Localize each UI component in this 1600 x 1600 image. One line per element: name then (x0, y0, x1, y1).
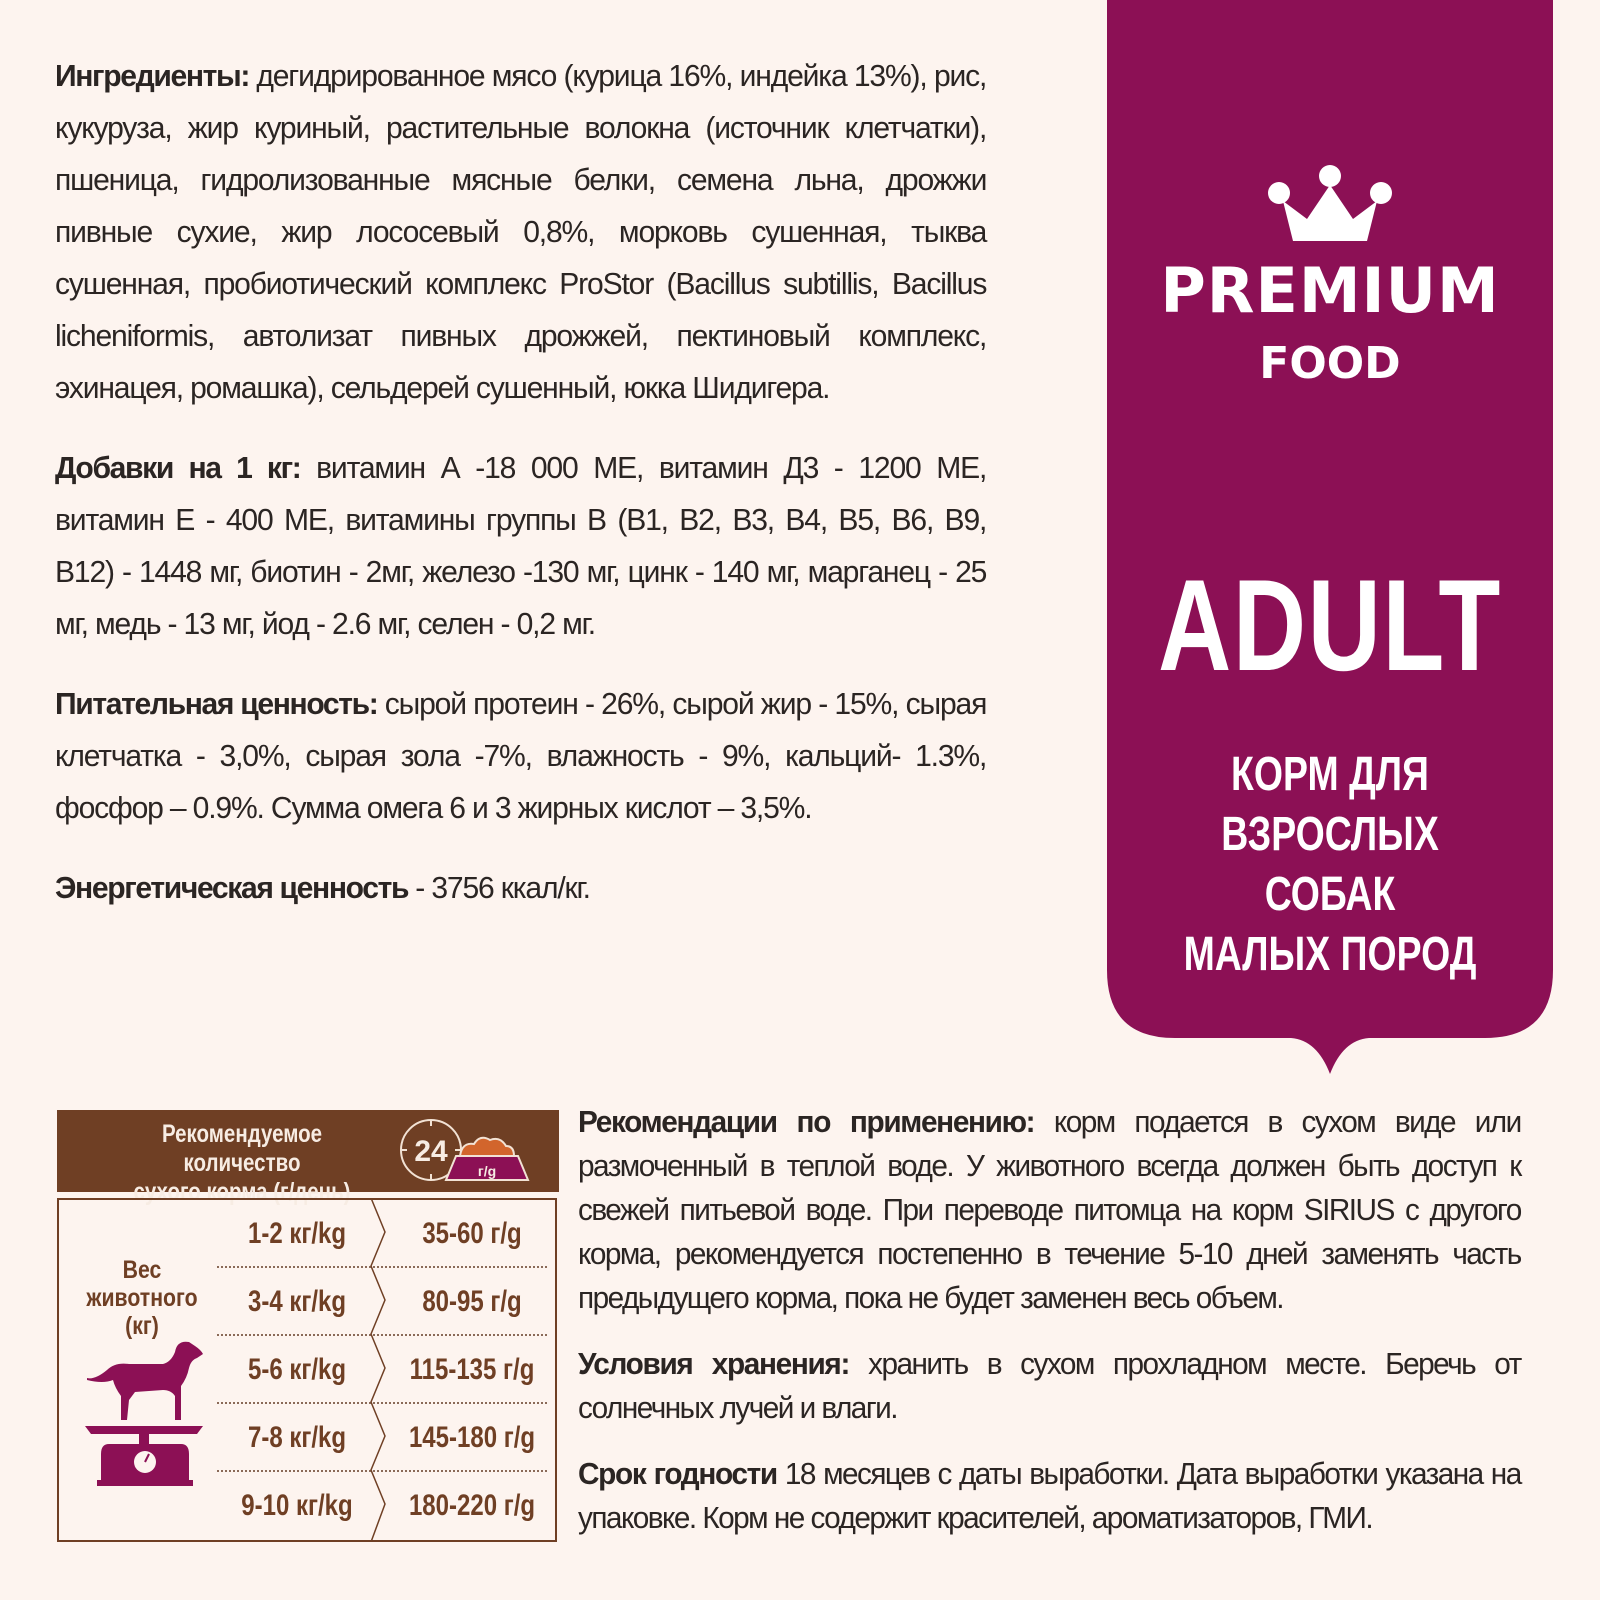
shelf-life-text: 18 месяцев с даты выработки. Дата выработки указана на упаковке. Корм не содержит красителей, ароматизаторов, ГМИ. (578, 1456, 1521, 1535)
storage-text: хранить в сухом прохладном месте. Беречь от солнечных лучей и влаги. (578, 1346, 1521, 1425)
nutrition-paragraph (55, 678, 986, 834)
feeding-title-line: сухого корма (г/день) (133, 1178, 351, 1206)
usage-section (578, 1100, 1560, 1562)
weight-label-line: Вес (122, 1256, 162, 1284)
storage-label: Условия хранения: (578, 1346, 850, 1381)
zigzag-separator (369, 1198, 399, 1542)
composition-section (55, 50, 1015, 942)
nutrition-text: сырой протеин - 26%, сырой жир - 15%, сырая клетчатка - 3,0%, сырая зола -7%, влажность - 9%, кальций- 1.3%, фосфор – 0.9%. Сумма омега 6 и 3 жирных кислот – 3,5%. (55, 686, 987, 825)
weight-range: 3-4 кг/kg (247, 1285, 347, 1318)
weight-label-line: (кг) (125, 1312, 159, 1340)
storage-paragraph (578, 1342, 1521, 1430)
daily-amount: 145-180 г/g (408, 1421, 536, 1454)
ingredients-label: Ингредиенты: (55, 58, 249, 93)
shelf-life-label: Срок годности (578, 1456, 777, 1491)
additives-label: Добавки на 1 кг: (55, 450, 301, 485)
crown-icon (1267, 165, 1393, 245)
subtitle-line: КОРМ ДЛЯ (1231, 748, 1429, 801)
daily-amount: 180-220 г/g (408, 1489, 536, 1522)
food-label: FOOD (1259, 338, 1401, 389)
weight-range: 7-8 кг/kg (247, 1421, 347, 1454)
weight-range: 1-2 кг/kg (247, 1217, 347, 1250)
recommendations-label: Рекомендации по применению: (578, 1104, 1035, 1139)
recommendations-paragraph (578, 1100, 1521, 1320)
subtitle-line: ВЗРОСЛЫХ СОБАК (1221, 808, 1439, 921)
age-label: ADULT (1158, 552, 1502, 698)
energy-paragraph (55, 862, 986, 914)
svg-text:г/g: г/g (477, 1163, 497, 1179)
daily-amount: 35-60 г/g (422, 1217, 522, 1250)
product-subtitle (1156, 745, 1504, 985)
recommendations-text: корм подается в сухом виде или размоченный в теплой воде. У животного всегда должен быть доступ к свежей питьевой воде. При переводе питомца на корм SIRIUS с другого корма, рекомендуется постепенно в течение 5-10 дней заменять часть предыдущего корма, пока не будет заменен весь объем. (578, 1104, 1521, 1315)
feeding-table-title (107, 1120, 378, 1207)
subtitle-line: МАЛЫХ ПОРОД (1183, 928, 1477, 981)
ingredients-text: дегидрированное мясо (курица 16%, индейка 13%), рис, кукуруза, жир куриный, растительные волокна (источник клетчатки), пшеница, гидролизованные мясные белки, семена льна, дрожжи пивные сухие, жир лососевый 0,8%, морковь сушенная, тыква сушенная, пробиотический комплекс ProStor (Bacillus subtillis, Bacillus licheniformis, автолизат пивных дрожжей, пектиновый комплекс, эхинацея, ромашка), сельдерей сушенный, юкка Шидигера. (55, 58, 987, 405)
weight-column-label (78, 1256, 206, 1340)
product-banner (1107, 0, 1553, 1076)
feeding-table-header (57, 1110, 559, 1206)
weight-range: 9-10 кг/kg (241, 1489, 353, 1522)
energy-text: - 3756 ккал/кг. (408, 870, 590, 905)
premium-label: PREMIUM (1160, 254, 1500, 327)
weight-range: 5-6 кг/kg (247, 1353, 347, 1386)
feeding-table (57, 1110, 559, 1542)
food-bowl-icon (442, 1132, 530, 1184)
feeding-title-line: Рекомендуемое количество (161, 1120, 323, 1177)
dog-on-scale-icon (85, 1340, 205, 1490)
additives-paragraph (55, 442, 986, 650)
svg-text:24: 24 (414, 1135, 448, 1168)
nutrition-label: Питательная ценность: (55, 686, 378, 721)
shelf-life-paragraph (578, 1452, 1521, 1540)
energy-label: Энергетическая ценность (55, 870, 409, 905)
daily-amount: 115-135 г/g (409, 1353, 535, 1386)
feeding-table-body (57, 1198, 557, 1542)
additives-text: витамин А -18 000 МЕ, витамин Д3 - 1200 МЕ, витамин Е - 400 МЕ, витамины группы В (В1, В2, В3, В4, В5, В6, В9, В12) - 1448 мг, биотин - 2мг, железо -130 мг, цинк - 140 мг, марганец - 25 мг, медь - 13 мг, йод - 2.6 мг, селен - 0,2 мг. (55, 450, 987, 641)
ingredients-paragraph (55, 50, 986, 414)
weight-label-line: животного (86, 1284, 198, 1312)
daily-amount: 80-95 г/g (422, 1285, 522, 1318)
